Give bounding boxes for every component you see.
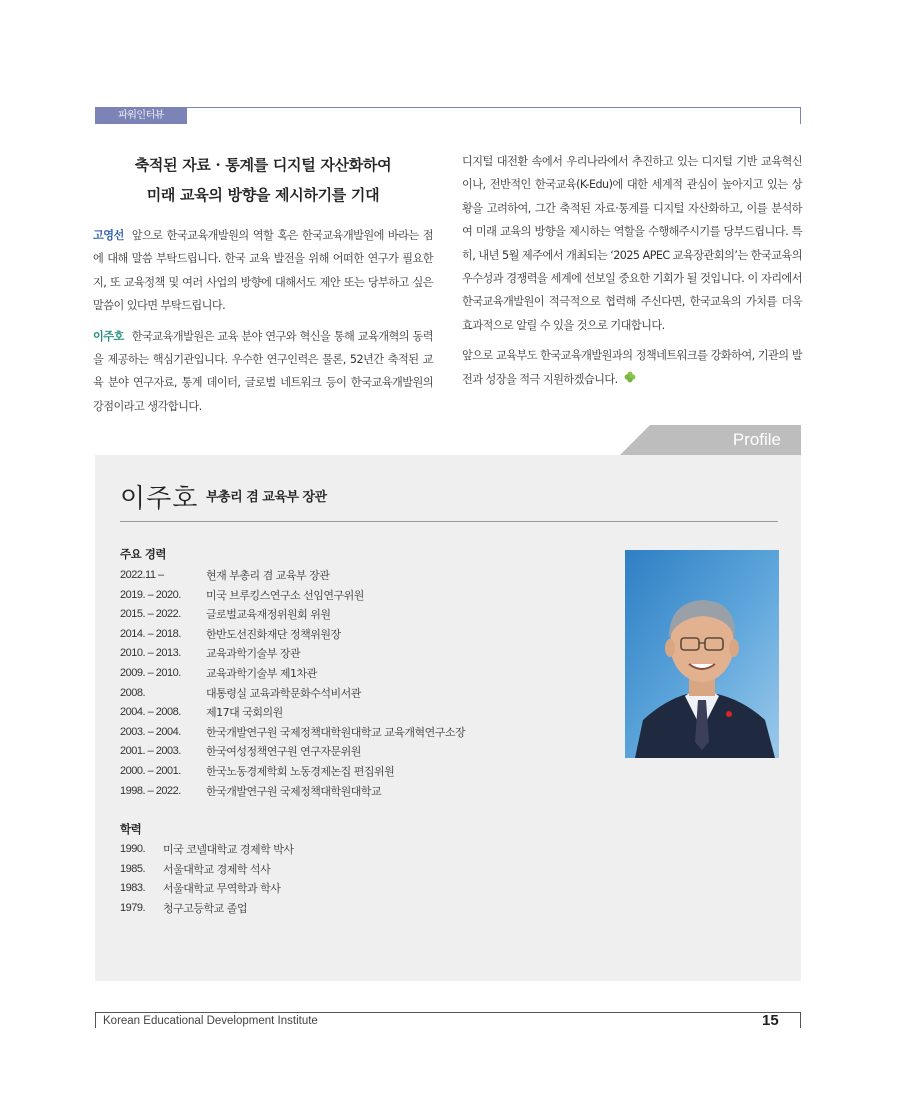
profile-divider xyxy=(120,521,778,522)
answer-text-3: 앞으로 교육부도 한국교육개발원과의 정책네트워크를 강화하여, 기관의 발전과 성장을 적극 지원하겠습니다. xyxy=(462,349,802,386)
career-row xyxy=(120,782,600,802)
career-years: 2001. – 2003. xyxy=(120,745,181,758)
career-text: 제17대 국회의원 xyxy=(206,706,283,720)
clover-icon xyxy=(624,368,636,391)
page-number: 15 xyxy=(762,1012,779,1029)
career-row xyxy=(120,762,600,782)
career-years: 2004. – 2008. xyxy=(120,706,181,719)
career-row xyxy=(120,566,600,586)
profile-tab xyxy=(620,425,801,455)
question-title-line2: 미래 교육의 방향을 제시하기를 기대 xyxy=(146,186,380,204)
education-row xyxy=(120,860,520,880)
question-title xyxy=(93,150,433,210)
answer-paragraph-2: 디지털 대전환 속에서 우리나라에서 추진하고 있는 디지털 기반 교육혁신이나, 전반적인 한국교육(K-Edu)에 대한 세계적 관심이 높아지고 있는 상황을 고려하여, 그간 축적된 자료·통계를 디지털 자산화하고, 이를 분석하여 미래 교육의 방향을 제시하는 역할을 수행해주시기를 당부드립니다. 특히, 내년 5월 제주에서 개최되는 ‘2025 APEC 교육장관회의’는 한국교육의 우수성과 경쟁력을 세계에 선보일 중요한 기회가 될 것입니다. 이 자리에서 한국교육개발원이 적극적으로 협력해 주신다면, 한국교육의 가치를 더욱 효과적으로 알릴 수 있을 것으로 기대합니다. xyxy=(462,155,802,332)
career-row xyxy=(120,664,600,684)
footer-institute: Korean Educational Development Institute xyxy=(103,1015,318,1027)
career-row xyxy=(120,742,600,762)
education-text: 서울대학교 경제학 석사 xyxy=(163,862,271,876)
answer-paragraph-3 xyxy=(462,344,802,391)
footer-rule-right xyxy=(800,1012,801,1028)
education-heading: 학력 xyxy=(120,822,142,836)
career-row xyxy=(120,586,600,606)
right-column xyxy=(462,150,802,391)
career-years: 2015. – 2022. xyxy=(120,608,181,621)
education-text: 청구고등학교 졸업 xyxy=(163,901,248,915)
career-text: 글로벌교육재정위원회 위원 xyxy=(206,608,331,622)
answer-text-1: 한국교육개발원은 교육 분야 연구와 혁신을 통해 교육개혁의 동력을 제공하는 핵심기관입니다. 우수한 연구인력은 물론, 52년간 축적된 교육 분야 연구자료, 통계 데이터, 글로벌 네트워크 등이 한국교육개발원의 강점이라고 생각합니다. xyxy=(93,329,433,413)
career-row xyxy=(120,605,600,625)
education-list xyxy=(120,840,520,918)
career-text: 교육과학기술부 제1차관 xyxy=(206,666,317,680)
career-years: 2000. – 2001. xyxy=(120,764,181,777)
career-text: 한국노동경제학회 노동경제논집 편집위원 xyxy=(206,764,395,778)
education-row xyxy=(120,879,520,899)
career-text: 현재 부총리 겸 교육부 장관 xyxy=(206,569,330,582)
career-years: 2009. – 2010. xyxy=(120,666,181,679)
section-tag: 파워인터뷰 xyxy=(95,107,187,124)
footer-rule xyxy=(95,1012,801,1013)
career-row xyxy=(120,684,600,704)
career-text: 대통령실 교육과학문화수석비서관 xyxy=(206,686,361,700)
speaker-interviewer: 고영선 xyxy=(93,229,124,242)
career-years: 2019. – 2020. xyxy=(120,588,181,601)
career-row xyxy=(120,703,600,723)
header-rule-end xyxy=(800,107,801,124)
education-year: 1983. xyxy=(120,882,146,895)
career-row xyxy=(120,625,600,645)
profile-tab-label: Profile xyxy=(732,430,781,449)
portrait-photo xyxy=(625,550,779,758)
career-years: 1998. – 2022. xyxy=(120,784,181,797)
speaker-interviewee: 이주호 xyxy=(93,329,124,343)
career-years: 2022.11 – xyxy=(120,569,164,581)
question-text: 앞으로 한국교육개발원의 역할 혹은 한국교육개발원에 바라는 점에 대해 말씀 부탁드립니다. 한국 교육 발전을 위해 어떠한 연구가 필요한지, 또 교육정책 및 여러 사업의 방향에 대해서도 제안 또는 당부하고 싶은 말씀이 있다면 부탁드립니다. xyxy=(93,229,433,313)
interviewer-question xyxy=(93,224,433,318)
career-text: 한국개발연구원 국제정책대학원대학교 xyxy=(206,784,382,798)
education-year: 1990. xyxy=(120,843,146,855)
career-years: 2003. – 2004. xyxy=(120,725,181,738)
career-years: 2010. – 2013. xyxy=(120,647,181,660)
education-text: 서울대학교 무역학과 학사 xyxy=(163,882,281,896)
interviewee-answer xyxy=(93,325,433,419)
career-years: 2008. xyxy=(120,686,146,699)
footer-rule-left xyxy=(95,1012,96,1028)
header-rule xyxy=(95,107,801,108)
career-text: 한반도선진화재단 정책위원장 xyxy=(206,627,341,641)
career-text: 미국 브루킹스연구소 선임연구위원 xyxy=(206,588,364,602)
education-row xyxy=(120,840,520,860)
career-row xyxy=(120,644,600,664)
career-heading: 주요 경력 xyxy=(120,547,166,561)
career-text: 한국여성정책연구원 연구자문위원 xyxy=(206,745,361,759)
career-text: 한국개발연구원 국제정책대학원대학교 교육개혁연구소장 xyxy=(206,725,466,739)
profile-role: 부총리 겸 교육부 장관 xyxy=(206,490,327,505)
profile-name: 이주호 xyxy=(120,484,199,514)
education-year: 1979. xyxy=(120,901,146,914)
left-column xyxy=(93,150,433,418)
career-row xyxy=(120,723,600,743)
question-title-line1: 축적된 자료 · 통계를 디지털 자산화하여 xyxy=(134,156,392,174)
career-text: 교육과학기술부 장관 xyxy=(206,647,301,661)
education-year: 1985. xyxy=(120,862,146,875)
education-row xyxy=(120,899,520,919)
career-years: 2014. – 2018. xyxy=(120,627,181,640)
education-text: 미국 코넬대학교 경제학 박사 xyxy=(163,843,294,856)
career-list xyxy=(120,566,600,801)
